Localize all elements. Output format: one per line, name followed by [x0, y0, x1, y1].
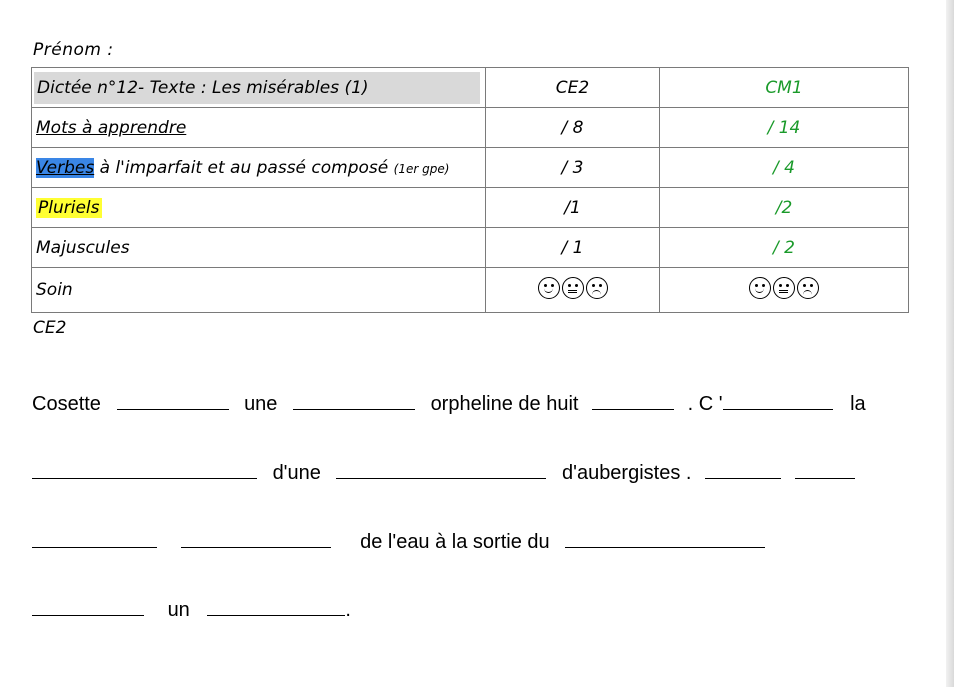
- sad-face-icon: [586, 277, 608, 299]
- word: . C ': [687, 393, 723, 415]
- neutral-face-icon: [562, 277, 584, 299]
- word: d'une: [272, 462, 321, 484]
- row-label-verbes-rest: à l'imparfait et au passé composé: [94, 157, 394, 178]
- grading-table: [31, 67, 909, 313]
- blank-field[interactable]: [207, 597, 345, 616]
- page-edge: [946, 0, 954, 687]
- table-row: [32, 188, 909, 228]
- word: un: [167, 599, 190, 621]
- blank-field[interactable]: [32, 597, 144, 616]
- blank-field[interactable]: [592, 391, 674, 410]
- blank-field[interactable]: [565, 529, 765, 548]
- score-ce2: / 1: [486, 228, 660, 268]
- blank-field[interactable]: [336, 460, 546, 479]
- blank-field[interactable]: [32, 460, 257, 479]
- table-row: [32, 148, 909, 188]
- smile-face-icon: [538, 277, 560, 299]
- row-label-majuscules: Majuscules: [36, 237, 130, 258]
- row-label-mots: Mots à apprendre: [36, 117, 187, 138]
- blank-field[interactable]: [705, 460, 781, 479]
- dictation-line-3: [32, 529, 765, 554]
- blank-field[interactable]: [117, 391, 229, 410]
- prenom-label: Prénom :: [33, 40, 114, 60]
- score-cm1: /2: [660, 188, 909, 228]
- soin-faces-ce2: [538, 277, 608, 299]
- sad-face-icon: [797, 277, 819, 299]
- header-ce2: CE2: [486, 68, 660, 108]
- table-row: [32, 268, 909, 313]
- blank-field[interactable]: [181, 529, 331, 548]
- header-cm1: CM1: [660, 68, 909, 108]
- row-label-soin: Soin: [36, 280, 73, 300]
- dictation-line-4: [32, 597, 351, 622]
- row-label-verbes-note: (1er gpe): [393, 161, 450, 176]
- word: d'aubergistes .: [562, 462, 692, 484]
- score-cm1: / 14: [660, 108, 909, 148]
- score-cm1: / 2: [660, 228, 909, 268]
- table-row: [32, 108, 909, 148]
- word: .: [345, 599, 351, 621]
- word: la: [850, 393, 866, 415]
- dictation-line-2: [32, 460, 855, 485]
- word: une: [244, 393, 278, 415]
- dictation-line-1: [32, 391, 866, 416]
- score-ce2: / 8: [486, 108, 660, 148]
- section-label-ce2: CE2: [33, 318, 67, 338]
- score-ce2: / 3: [486, 148, 660, 188]
- row-label-pluriels: Pluriels: [38, 197, 100, 218]
- table-header-row: [32, 68, 909, 108]
- word: Cosette: [32, 393, 101, 415]
- blank-field[interactable]: [723, 391, 833, 410]
- row-label-verbes: Verbes: [36, 157, 95, 178]
- score-cm1: / 4: [660, 148, 909, 188]
- blank-field[interactable]: [293, 391, 415, 410]
- smile-face-icon: [749, 277, 771, 299]
- table-row: [32, 228, 909, 268]
- blank-field[interactable]: [32, 529, 157, 548]
- word: orpheline de huit: [430, 393, 579, 415]
- table-title: Dictée n°12- Texte : Les misérables (1): [34, 72, 480, 104]
- score-ce2: /1: [486, 188, 660, 228]
- word: de l'eau à la sortie du: [360, 531, 550, 553]
- soin-faces-cm1: [749, 277, 819, 299]
- blank-field[interactable]: [795, 460, 855, 479]
- neutral-face-icon: [773, 277, 795, 299]
